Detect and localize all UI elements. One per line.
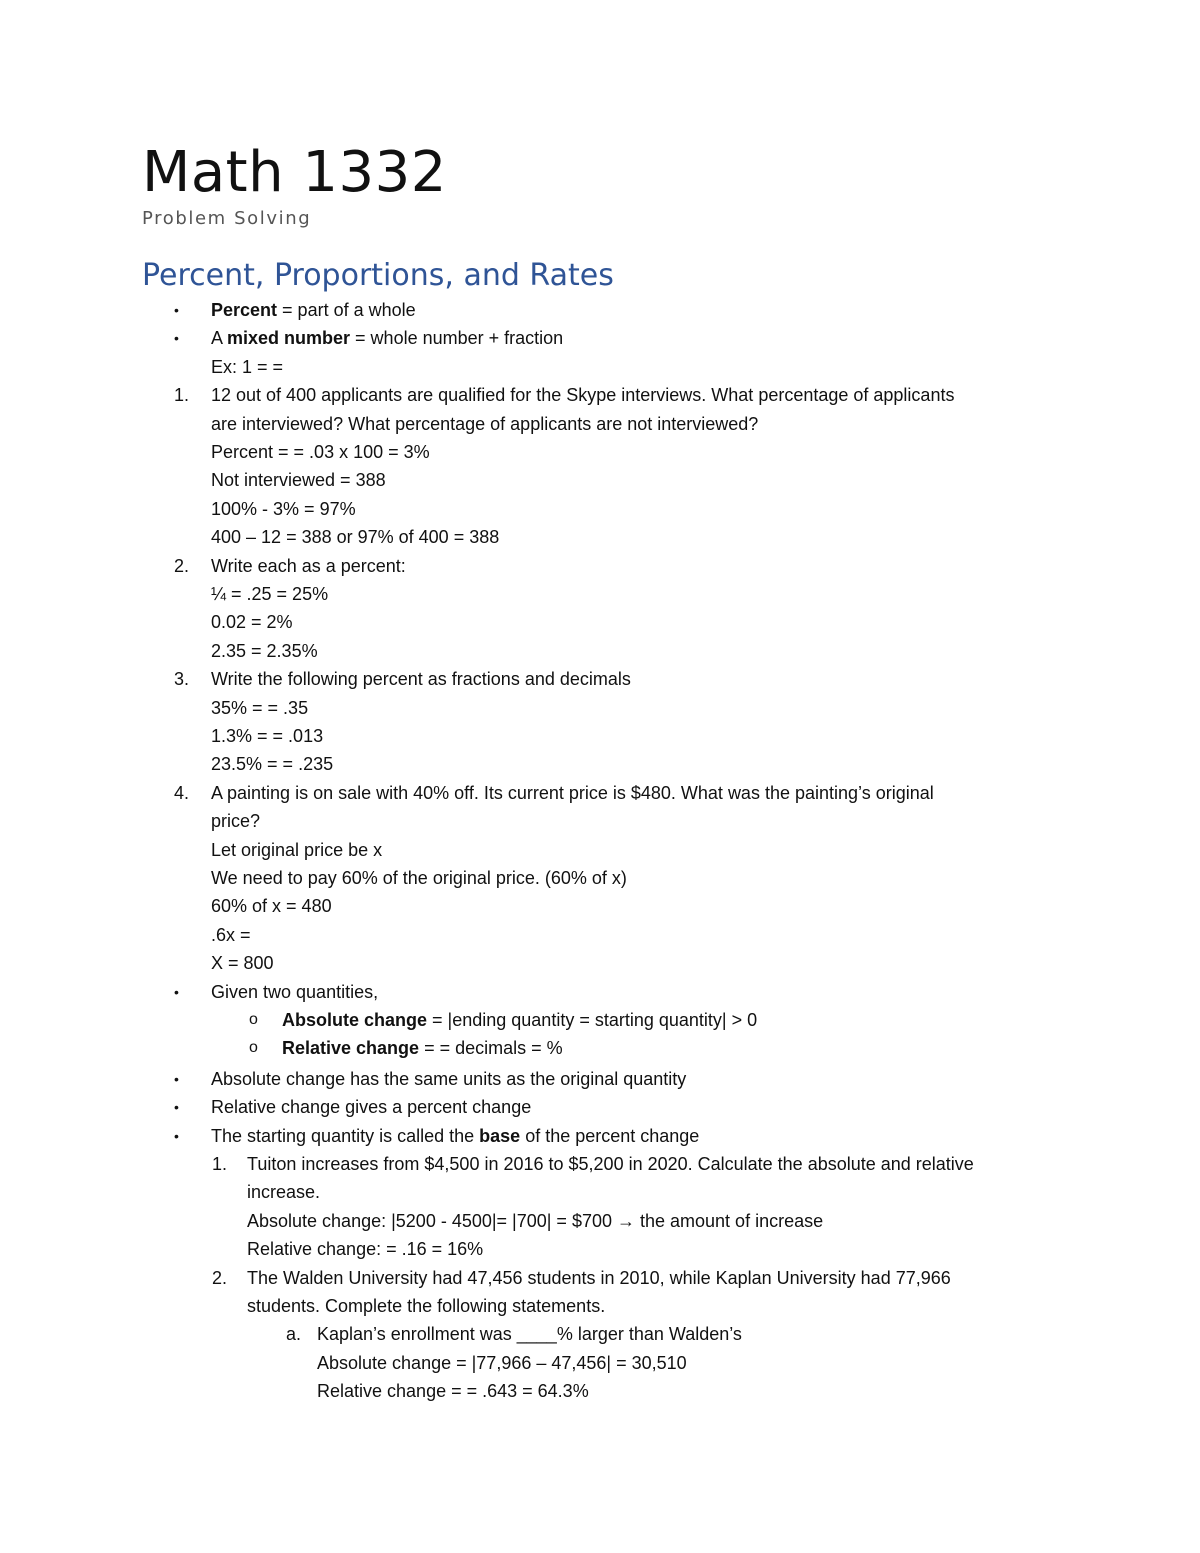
bullet-text: Percent = part of a whole (211, 300, 416, 320)
list-number: 2. (174, 555, 190, 576)
list-number: 1. (174, 385, 190, 406)
bullet-text: The starting quantity is called the base of the percent change (211, 1125, 700, 1146)
bullet-marker: • (174, 1099, 179, 1116)
sub-bullet-marker: o (249, 1039, 258, 1057)
bullet-text: A mixed number = whole number + fraction (211, 328, 564, 349)
document-page: Math 1332 Problem Solving Percent, Proportions, and Rates • Percent = part of a whole • A mixed number = whole number + fraction Ex: 1 = = 1. 12 out of 400 applicants are qualified for the Skype interviews. What percentage of applicants are interviewed? What percentage of applicants are not interviewed? Percent = = .03 x 100 = 3% Not interviewed = 388 100% - 3% = 97% 400 – 12 = 388 or 97% of 400 = 388 2. Write each as a percent: ¼ = .25 = 25% 0.02 = 2% 2.35 = 2.35% 3. Write the following percent as fractions and decimals 35% = = .35 1.3% = = .013 23.5% = = .235 4. A painting is on sale with 40% off. Its current price is $480. What was the painting’s original price? Let original price be x We need to pay 60% of the original price. (60% of x) 60% of x = 480 .6x = X = 800 • Given two quantities, o Absolute change = |ending quantity = starting quantity| > 0 o Relative change = = decimals = % • Absolute change has the same units as the original quantity • Relative change gives a percent change • The starting quantity is called the base of the percent change 1. Tuiton increases from $4,500 in 2016 to $5,200 in 2020. Calculate the absolute and relative increase. Absolute change: |5200 - 4500|= |700| = $700 → the amount of increase Relative change: = .16 = 16% 2. The Walden University had 47,456 students in 2010, while Kaplan University had 77,966 students. Complete the following statements. a. Kaplan’s enrollment was ____% larger than Walden’s Absolute change = |77,966 – 47,456| = 30,510 Relative change = = .643 = 64.3% (142, 140, 974, 1402)
bullet-marker: • (174, 1127, 179, 1144)
list-number: 4. (174, 782, 190, 803)
document-subtitle: Problem Solving (142, 208, 312, 229)
list-number: 1. (212, 1154, 228, 1174)
list-number: 3. (174, 669, 190, 690)
list-number: 2. (212, 1267, 228, 1288)
section-heading: Percent, Proportions, and Rates (142, 258, 614, 293)
list-letter: a. (286, 1324, 302, 1345)
sub-bullet-text: Absolute change = |ending quantity = starting quantity| > 0 (282, 1010, 758, 1030)
bullet-marker: • (174, 330, 179, 347)
bullet-marker: • (174, 302, 179, 318)
bullet-marker: • (174, 983, 179, 1000)
sub-bullet-text: Relative change = = decimals = % (282, 1038, 563, 1059)
sub-bullet-marker: o (249, 1011, 258, 1028)
document-title: Math 1332 (142, 140, 447, 205)
bullet-marker: • (174, 1070, 179, 1087)
